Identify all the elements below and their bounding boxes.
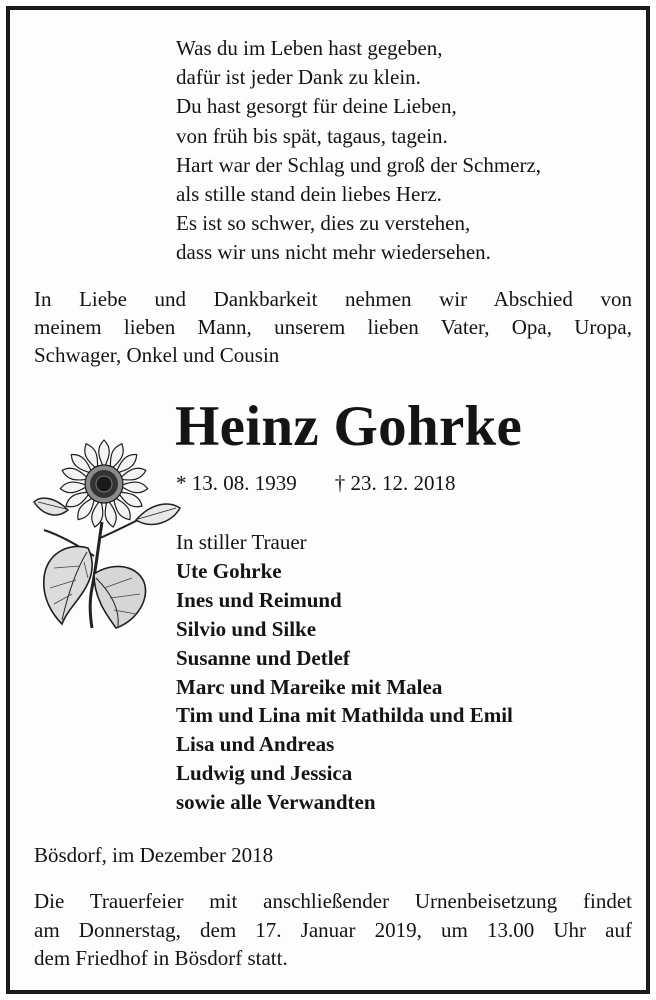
mourners-heading: In stiller Trauer — [176, 530, 307, 554]
death-date: † 23. 12. 2018 — [334, 471, 456, 495]
intro-line: In Liebe und Dankbarkeit nehmen wir Abschied von — [34, 287, 632, 311]
mourners-list — [176, 528, 513, 817]
funeral-notice — [34, 887, 632, 973]
poem-line: dass wir uns nicht mehr wiedersehen. — [176, 240, 491, 265]
poem-line: Du hast gesorgt für deine Lieben, — [176, 94, 457, 119]
life-dates — [176, 468, 456, 498]
mourner-name: sowie alle Verwandten — [176, 790, 376, 815]
poem-line: als stille stand dein liebes Herz. — [176, 182, 442, 207]
birth-date: * 13. 08. 1939 — [176, 471, 297, 495]
funeral-line: am Donnerstag, dem 17. Januar 2019, um 13.00 Uhr auf — [34, 917, 632, 942]
obituary-frame — [6, 6, 650, 994]
mourner-name: Marc und Mareike mit Malea — [176, 674, 443, 699]
sunflower-icon — [32, 438, 182, 638]
poem-line: Hart war der Schlag und groß der Schmerz, — [176, 152, 542, 177]
intro-line: Schwager, Onkel und Cousin — [34, 343, 280, 367]
farewell-intro — [34, 285, 632, 369]
mourner-name: Susanne und Detlef — [176, 645, 350, 670]
mourner-name: Ludwig und Jessica — [176, 761, 353, 786]
mourner-name: Silvio und Silke — [176, 616, 317, 641]
poem-line: Es ist so schwer, dies zu verstehen, — [176, 211, 471, 236]
intro-line: meinem lieben Mann, unserem lieben Vater, Opa, Uropa, — [34, 315, 632, 339]
memorial-poem — [176, 34, 541, 268]
funeral-line: Die Trauerfeier mit anschließender Urnenbeisetzung findet — [34, 889, 632, 913]
mourner-name: Ute Gohrke — [176, 558, 282, 583]
deceased-name: Heinz Gohrke — [175, 395, 523, 458]
poem-line: von früh bis spät, tagaus, tagein. — [176, 123, 448, 148]
poem-line: dafür ist jeder Dank zu klein. — [176, 65, 421, 90]
funeral-line: dem Friedhof in Bösdorf statt. — [34, 946, 288, 970]
poem-line: Was du im Leben hast gegeben, — [176, 36, 443, 60]
mourner-name: Lisa und Andreas — [176, 732, 335, 757]
mourner-name: Ines und Reimund — [176, 587, 342, 612]
mourner-name: Tim und Lina mit Mathilda und Emil — [176, 703, 513, 728]
place-date: Bösdorf, im Dezember 2018 — [34, 843, 274, 867]
